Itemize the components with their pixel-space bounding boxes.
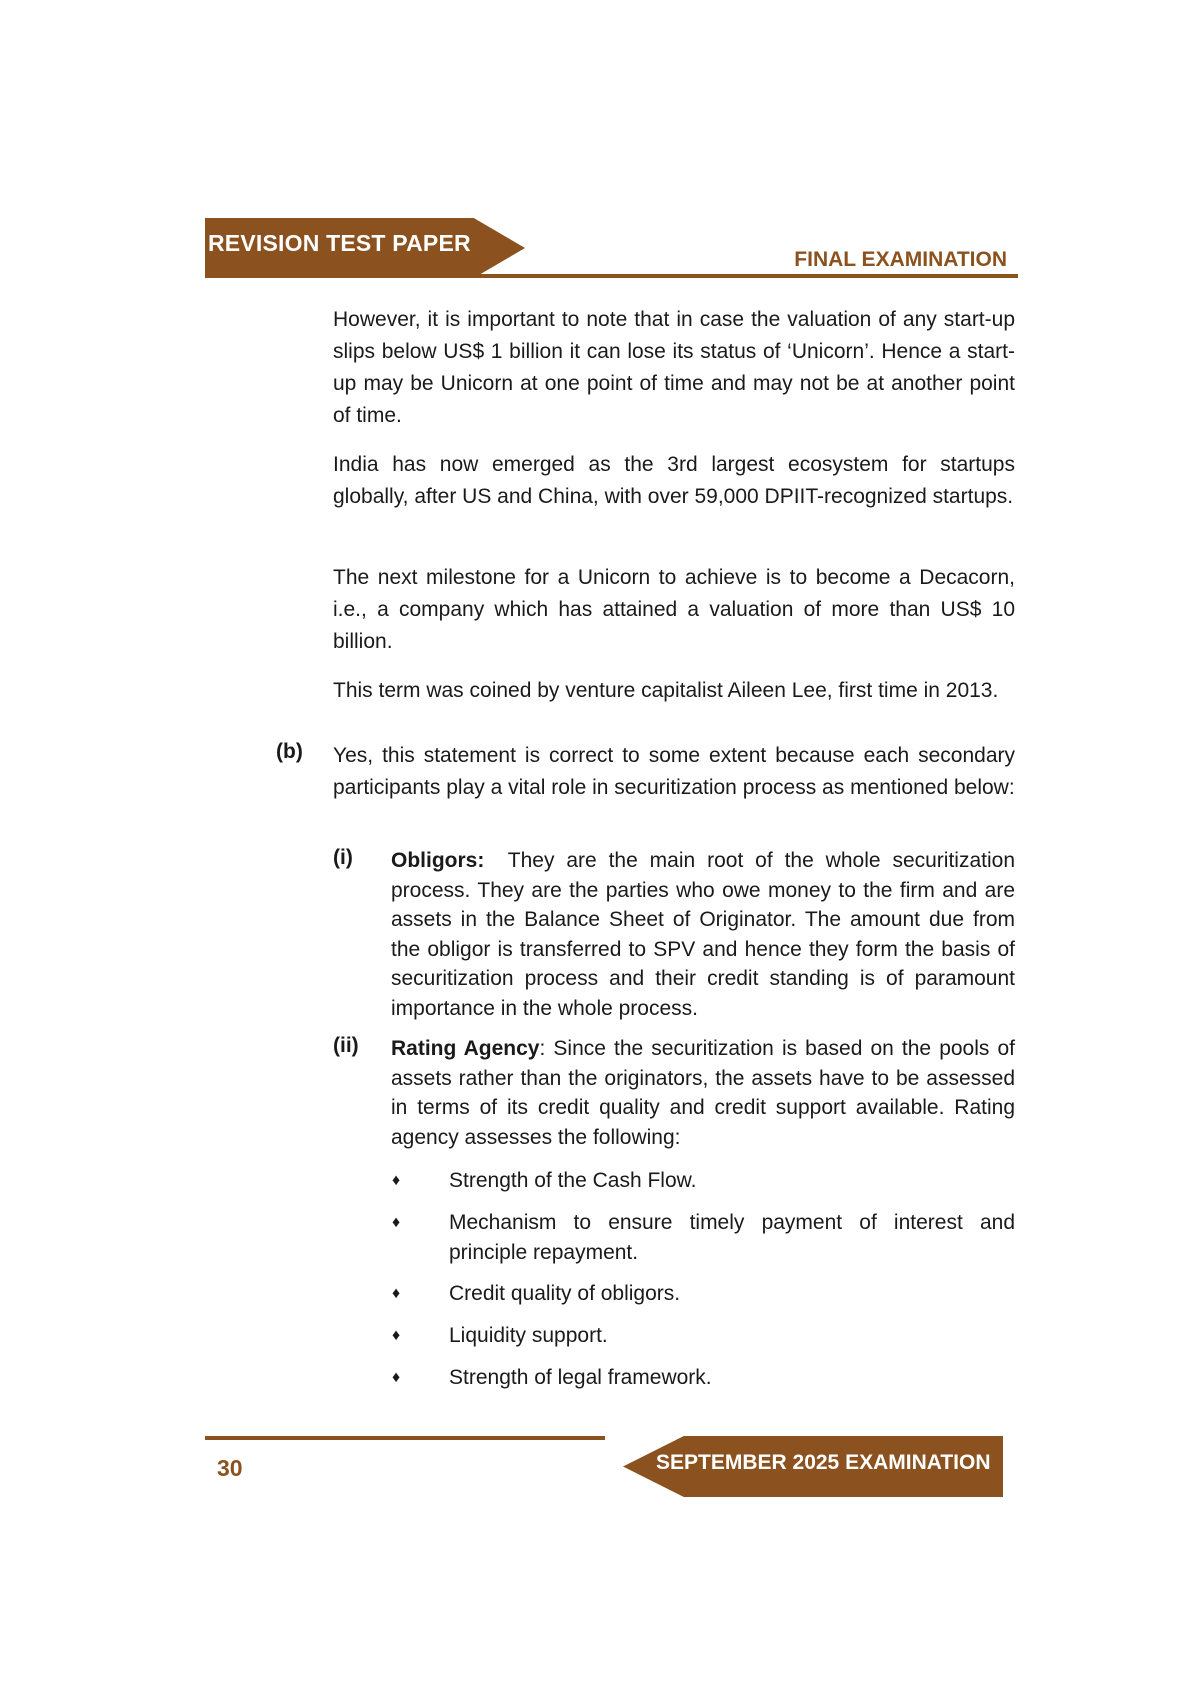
paragraph-term-coined: This term was coined by venture capitalist Aileen Lee, first time in 2013.: [333, 679, 999, 702]
bullet-credit-quality: Credit quality of obligors.: [449, 1282, 681, 1305]
item-ii-body: : Since the securitization is based on the pools of assets rather than the originators, the assets have to be assessed in terms of its credit quality and credit support available. Rating agency assesses the following:: [391, 1037, 1015, 1149]
header-exam-title: FINAL EXAMINATION: [794, 248, 1007, 271]
part-b-label: (b): [276, 740, 303, 763]
paragraph-unicorn-status: However, it is important to note that in case the valuation of any start-up slips below US$ 1 billion it can lose its status of ‘Unicorn’. Hence a start-up may be Unicorn at one point of time and may not be at another point of time.: [333, 308, 1015, 427]
bullet-legal-framework: Strength of legal framework.: [449, 1366, 712, 1389]
bullet-cash-flow: Strength of the Cash Flow.: [449, 1169, 697, 1192]
paragraph-india-ecosystem: India has now emerged as the 3rd largest ecosystem for startups globally, after US and China, with over 59,000 DPIIT-recognized startups.: [333, 453, 1015, 508]
bullet-timely-payment: Mechanism to ensure timely payment of interest and principle repayment.: [449, 1211, 1015, 1264]
diamond-bullet-icon: ♦: [392, 1285, 401, 1302]
item-ii-heading: Rating Agency: [391, 1037, 540, 1060]
diamond-bullet-icon: ♦: [392, 1214, 401, 1231]
item-i-body: They are the main root of the whole securitization process. They are the parties who owe money to the firm and are assets in the Balance Sheet of Originator. The amount due from the obligor is transferred to SPV and hence they form the basis of securitization process and their credit standing is of paramount importance in the whole process.: [391, 849, 1015, 1020]
footer-rule: [205, 1436, 605, 1440]
item-ii-number: (ii): [333, 1034, 359, 1057]
part-b-text: Yes, this statement is correct to some extent because each secondary participants play a vital role in securitization process as mentioned below:: [333, 744, 1015, 799]
diamond-bullet-icon: ♦: [392, 1369, 401, 1386]
diamond-bullet-icon: ♦: [392, 1327, 401, 1344]
item-ii-text: [391, 1034, 1015, 1152]
item-i-heading: Obligors:: [391, 849, 485, 872]
header-banner-title: REVISION TEST PAPER: [208, 230, 471, 256]
footer-banner-title: SEPTEMBER 2025 EXAMINATION: [656, 1451, 991, 1474]
paragraph-decacorn: The next milestone for a Unicorn to achieve is to become a Decacorn, i.e., a company which has attained a valuation of more than US$ 10 billion.: [333, 566, 1015, 653]
item-i-text: [391, 846, 1015, 1023]
page-number: 30: [217, 1455, 243, 1481]
bullet-liquidity: Liquidity support.: [449, 1324, 608, 1347]
diamond-bullet-icon: ♦: [392, 1172, 401, 1189]
header-rule: [205, 274, 1018, 278]
item-i-number: (i): [333, 846, 353, 869]
